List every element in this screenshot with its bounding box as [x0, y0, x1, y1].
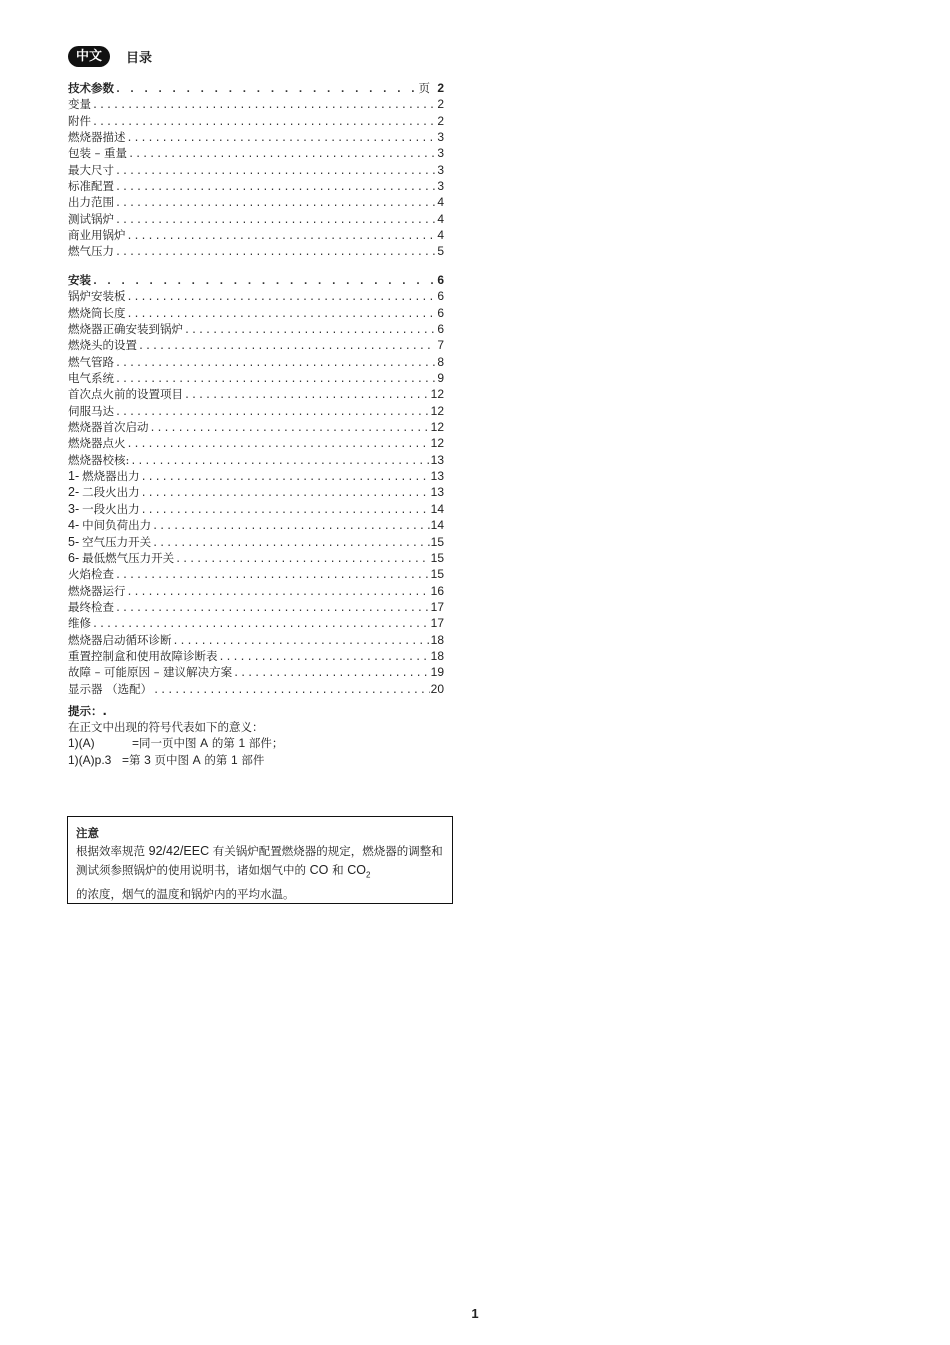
toc-entry — [68, 305, 444, 321]
page-number: 1 — [471, 1306, 479, 1321]
leader-dots — [152, 536, 430, 552]
leader-dots — [152, 519, 430, 535]
toc-entry — [68, 162, 444, 178]
toc-page-number: 15 — [430, 534, 444, 549]
toc-entry-label: 燃烧器点火 — [68, 436, 126, 451]
notes-ref-1: 1)(A) =同一页中图 A 的第 1 部件； — [68, 736, 284, 751]
toc-entry — [68, 178, 444, 194]
toc-entry-label: 燃烧器正确安装到锅炉 — [68, 322, 183, 337]
notes-intro: 在正文中出现的符号代表如下的意义： — [68, 720, 264, 734]
toc-entry — [68, 632, 444, 648]
toc-page-number: 6 — [437, 322, 444, 337]
toc-entry-label: 安装 — [68, 273, 91, 287]
toc-page-number: 17 — [430, 616, 444, 631]
toc-entry-label: 测试锅炉 — [68, 211, 114, 226]
toc-section-heading — [68, 80, 444, 96]
toc-entry-label: 重置控制盒和使用故障诊断表 — [68, 648, 218, 663]
toc-entry — [68, 566, 444, 582]
leader-dots — [115, 568, 430, 584]
toc-entry-label: 商业用锅炉 — [68, 228, 126, 243]
toc-page-number: 17 — [430, 599, 444, 614]
toc-entry-label: 技术参数 — [68, 81, 114, 95]
toc-entry-label: 锅炉安装板 — [68, 289, 126, 304]
toc-page-number: 12 — [430, 387, 444, 402]
leader-dots — [92, 274, 435, 290]
toc-entry-label: 燃烧器描述 — [68, 130, 126, 145]
leader-dots — [141, 486, 430, 502]
page-header — [68, 45, 152, 67]
leader-dots — [115, 82, 418, 98]
leader-dots — [115, 601, 430, 617]
toc-entry — [68, 583, 444, 599]
toc-entry-label: 燃烧器首次启动 — [68, 420, 149, 435]
leader-dots — [141, 503, 430, 519]
toc-entry-label: 燃烧器运行 — [68, 583, 126, 598]
toc-page-number: 16 — [430, 583, 444, 598]
toc-entry — [68, 419, 444, 435]
leader-dots — [115, 245, 435, 261]
toc-entry — [68, 468, 444, 484]
notice-text: 根据效率规范 92/42/EEC 有关锅炉配置燃烧器的规定，燃烧器的调整和测试须参照锅炉的使用说明书，诸如烟气中的 CO 和 $CO_2$ 的浓度，烟气的温度和锅炉内的平均水温。 — [76, 844, 443, 901]
leader-dots — [150, 421, 430, 437]
toc-entry — [68, 227, 444, 243]
toc-entry-label: 故障 – 可能原因 – 建议解决方案 — [68, 665, 233, 680]
toc-entry — [68, 664, 444, 680]
toc-entry — [68, 599, 444, 615]
toc-entry-label: 燃烧器校核: — [68, 452, 130, 467]
toc-page-number: 18 — [430, 648, 444, 663]
toc-entry — [68, 145, 444, 161]
leader-dots — [219, 650, 430, 666]
toc-page-number: 6 — [437, 273, 444, 287]
toc-entry — [68, 386, 444, 402]
toc-page-number: 6 — [437, 289, 444, 304]
toc-entry — [68, 321, 444, 337]
toc-entry-label: 标准配置 — [68, 179, 114, 194]
notice-title: 注意 — [76, 826, 99, 840]
toc-entry — [68, 370, 444, 386]
notes-ref-2: 1)(A)p.3 =第 3 页中图 A 的第 1 部件 — [68, 752, 265, 767]
toc-page-number: 3 — [437, 146, 444, 161]
leader-dots — [141, 470, 430, 486]
toc-entry — [68, 337, 444, 353]
toc-page-number: 14 — [430, 501, 444, 516]
toc-entry — [68, 96, 444, 112]
toc-entry-label: 伺服马达 — [68, 403, 114, 418]
ref-2-symbol: 1)(A)p.3 — [68, 752, 112, 767]
toc-entry-label: 最终检查 — [68, 599, 114, 614]
toc-entry-label: 燃烧筒长度 — [68, 305, 126, 320]
leader-dots — [127, 131, 436, 147]
toc-entry — [68, 615, 444, 631]
toc-entry — [68, 243, 444, 259]
toc-page-number: 12 — [430, 436, 444, 451]
leader-dots — [115, 356, 435, 372]
notes-section — [68, 703, 448, 768]
toc-entry-label: 燃气压力 — [68, 244, 114, 259]
toc-page-number: 13 — [430, 485, 444, 500]
toc-entry — [68, 534, 444, 550]
page-word: 页 — [418, 81, 430, 95]
toc-page-number: 6 — [437, 305, 444, 320]
toc-entry — [68, 435, 444, 451]
toc-page-number: 2 — [437, 81, 444, 95]
leader-dots — [184, 323, 435, 339]
toc-entry-label: 4- 中间负荷出力 — [68, 518, 152, 533]
toc-entry — [68, 354, 444, 370]
toc-page-number: 4 — [437, 228, 444, 243]
toc-entry-label: 燃烧器启动循环诊断 — [68, 632, 172, 647]
language-badge: 中文 — [68, 46, 110, 67]
toc-entry-label: 2- 二段火出力 — [68, 485, 140, 500]
toc-page-number: 20 — [430, 681, 444, 696]
toc-entry-label: 附件 — [68, 113, 91, 128]
toc-page-number: 14 — [430, 518, 444, 533]
toc-entry-label: 6- 最低燃气压力开关 — [68, 550, 175, 565]
toc-entry — [68, 681, 444, 697]
toc-entry-label: 燃烧头的设置 — [68, 338, 137, 353]
toc-page-number: 13 — [430, 452, 444, 467]
leader-dots — [138, 339, 435, 355]
toc-group-2 — [68, 272, 444, 697]
toc-entry-label: 5- 空气压力开关 — [68, 534, 152, 549]
toc-page-number: 12 — [430, 420, 444, 435]
leader-dots — [127, 290, 436, 306]
toc-page-number: 19 — [430, 665, 444, 680]
toc-entry-label: 变量 — [68, 97, 91, 112]
toc-entry — [68, 129, 444, 145]
toc-entry-label: 1- 燃烧器出力 — [68, 469, 140, 484]
toc-entry — [68, 517, 444, 533]
toc-entry — [68, 211, 444, 227]
leader-dots — [153, 683, 429, 699]
leader-dots — [127, 437, 430, 453]
toc-page-number: 13 — [430, 469, 444, 484]
toc-page-number: 4 — [437, 195, 444, 210]
toc-page-number: 2 — [437, 113, 444, 128]
toc-page-number: 4 — [437, 211, 444, 226]
leader-dots — [92, 98, 435, 114]
toc-entry-label: 火焰检查 — [68, 567, 114, 582]
toc-page-number: 3 — [437, 179, 444, 194]
toc-page-number: 8 — [437, 354, 444, 369]
toc-page-number: 18 — [430, 632, 444, 647]
toc-entry-label: 电气系统 — [68, 371, 114, 386]
notice-box — [67, 816, 453, 904]
toc-entry — [68, 501, 444, 517]
toc-entry-label: 首次点火前的设置项目 — [68, 387, 183, 402]
leader-dots — [115, 180, 435, 196]
toc-page-number: 9 — [437, 371, 444, 386]
toc-entry-label: 包装 – 重量 — [68, 146, 128, 161]
toc-page-number: 3 — [437, 162, 444, 177]
leader-dots — [127, 585, 430, 601]
toc-entry — [68, 550, 444, 566]
leader-dots — [127, 229, 436, 245]
toc-entry-label: 出力范围 — [68, 195, 114, 210]
toc-entry — [68, 648, 444, 664]
leader-dots — [115, 196, 435, 212]
notes-title: 提示：. — [68, 704, 107, 718]
toc-group-1 — [68, 80, 444, 260]
leader-dots — [92, 115, 435, 131]
leader-dots — [233, 666, 430, 682]
toc-entry — [68, 113, 444, 129]
leader-dots — [184, 388, 430, 404]
toc-entry-label: 燃气管路 — [68, 354, 114, 369]
toc-entry-label: 3- 一段火出力 — [68, 501, 140, 516]
leader-dots — [130, 454, 429, 470]
toc-section-heading — [68, 272, 444, 288]
toc-entry-label: 显示器 （选配） — [68, 681, 153, 696]
toc-page-number: 7 — [437, 338, 444, 353]
toc-title: 目录 — [126, 50, 153, 66]
toc-entry — [68, 194, 444, 210]
toc-page-number: 15 — [430, 550, 444, 565]
leader-dots — [115, 213, 435, 229]
ref-1-symbol: 1)(A) — [68, 736, 95, 751]
toc-page-number: 5 — [437, 244, 444, 259]
toc-entry-label: 维修 — [68, 616, 91, 631]
leader-dots — [115, 405, 430, 421]
leader-dots — [175, 552, 430, 568]
toc-entry — [68, 452, 444, 468]
toc-page-number: 15 — [430, 567, 444, 582]
leader-dots — [128, 147, 435, 163]
toc-entry — [68, 484, 444, 500]
toc-entry-label: 最大尺寸 — [68, 162, 114, 177]
toc-page-number: 2 — [437, 97, 444, 112]
leader-dots — [115, 164, 435, 180]
toc-page-number: 3 — [437, 130, 444, 145]
toc-entry — [68, 403, 444, 419]
toc-page-number: 12 — [430, 403, 444, 418]
toc-entry — [68, 288, 444, 304]
